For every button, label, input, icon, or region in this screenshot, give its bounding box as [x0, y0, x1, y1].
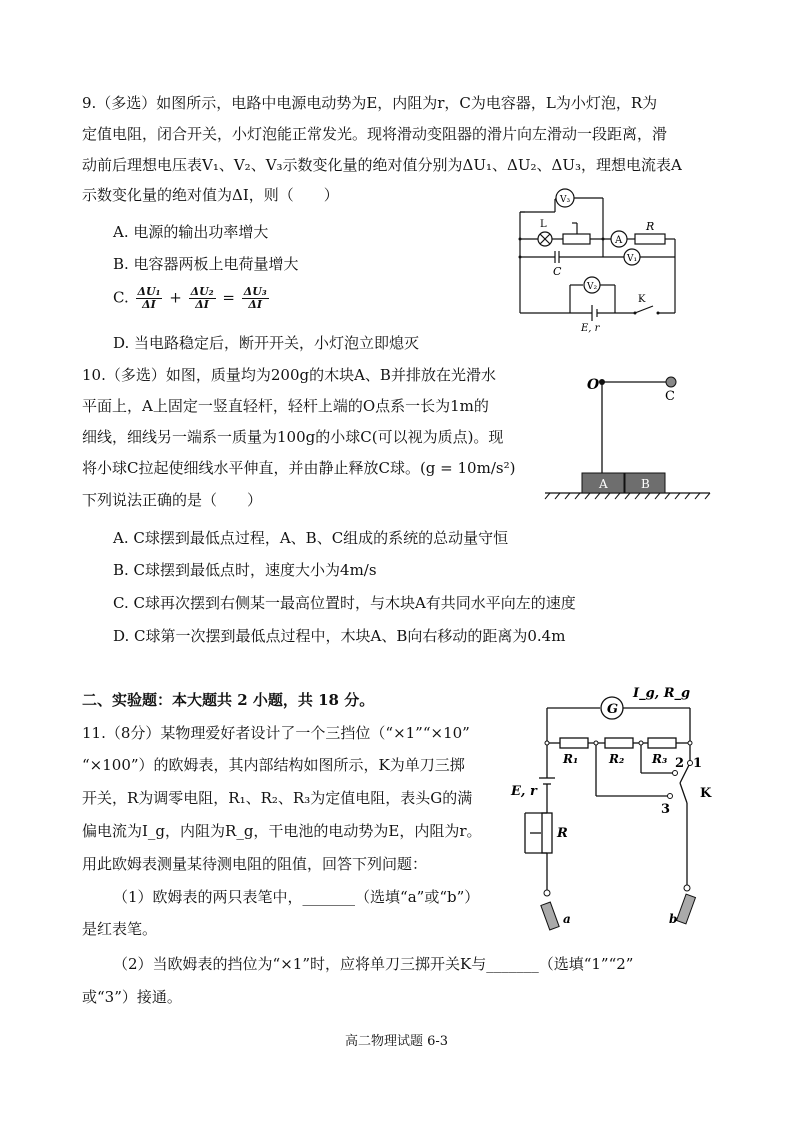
q10-fig-b-label: B [641, 477, 650, 491]
q11-line-5: 用此欧姆表测量某待测电阻的阻值，回答下列问题： [82, 855, 428, 873]
q9-option-c-prefix: C. [113, 288, 129, 307]
q10-line-2: 平面上，A上固定一竖直轻杆，轻杆上端的O点系一长为1m的 [82, 397, 489, 415]
q11-sub2-line-1: （2）当欧姆表的挡位为“×1”时，应将单刀三掷开关K与_______（选填“1”“2” [113, 955, 634, 973]
q10-line-3: 细线，细线另一端系一质量为100g的小球C(可以视为质点)。现 [82, 428, 504, 446]
fraction-2-num: ΔU₂ [190, 285, 214, 298]
q11-fig-r-label: R [557, 826, 568, 841]
q9-fig-v3-label: V₃ [560, 195, 571, 205]
q10-fig-c-label: C [665, 389, 675, 404]
q10-line-4: 将小球C拉起使细线水平伸直，并由静止释放C球。(g = 10m/s²) [82, 459, 516, 477]
q11-line-3: 开关，R为调零电阻，R₁、R₂、R₃为定值电阻，表头G的满 [82, 789, 473, 807]
q11-fig-r1-label: R₁ [563, 752, 579, 766]
q9-line-1: 9.（多选）如图所示，电路中电源电动势为E，内阻为r，C为电容器，L为小灯泡，R为 [82, 94, 658, 112]
q11-line-2: “×100”）的欧姆表，其内部结构如图所示，K为单刀三掷 [82, 756, 465, 774]
q11-line-4: 偏电流为I_g，内阻为R_g，干电池的电动势为E，内阻为r。 [82, 822, 482, 840]
q10-fig-a-label: A [599, 477, 608, 491]
q10-option-b: B. C球摆到最低点时，速度大小为4m/s [113, 561, 377, 579]
fraction-1 [136, 286, 163, 311]
q9-fig-resistor-label: R [646, 220, 655, 233]
q9-line-4: 示数变化量的绝对值为ΔI，则（ ） [82, 186, 339, 204]
q11-sub2-line-2: 或“3”）接通。 [82, 988, 182, 1006]
q10-line-1: 10.（多选）如图，质量均为200g的木块A、B并排放在光滑水 [82, 366, 496, 384]
q10-fig-o-label: O [587, 377, 600, 393]
q11-line-1: 11.（8分）某物理爱好者设计了一个三挡位（“×1”“×10” [82, 724, 470, 742]
q9-fig-source-label: E, r [581, 323, 600, 334]
q11-fig-g-label: G [607, 702, 619, 717]
q9-line-2: 定值电阻，闭合开关，小灯泡能正常发光。现将滑动变阻器的滑片向左滑动一段距离，滑 [82, 125, 668, 143]
fraction-3-den: ΔI [248, 298, 262, 311]
fraction-2 [189, 286, 216, 311]
q9-fig-switch-label: K [638, 294, 646, 305]
q11-ohmmeter-diagram [505, 683, 725, 938]
q11-fig-er-label: E, r [511, 784, 537, 799]
fraction-3 [242, 286, 269, 311]
q10-option-a: A. C球摆到最低点过程，A、B、C组成的系统的总动量守恒 [113, 529, 509, 547]
plus-sign: + [169, 288, 182, 307]
q9-option-a: A. 电源的输出功率增大 [113, 223, 269, 241]
equals-sign: = [222, 288, 235, 307]
q11-sub1-line-1: （1）欧姆表的两只表笔中，_______（选填“a”或“b”） [113, 888, 480, 906]
q11-fig-b-label: b [669, 912, 678, 926]
q11-fig-ig-rg-label: I_g, R_g [633, 686, 691, 701]
q10-option-c: C. C球再次摆到右侧某一最高位置时，与木块A有共同水平向左的速度 [113, 594, 576, 612]
fraction-1-num: ΔU₁ [137, 285, 161, 298]
q9-option-b: B. 电容器两板上电荷量增大 [113, 255, 299, 273]
q11-fig-3-label: 3 [661, 802, 671, 817]
section-2-title: 二、实验题：本大题共 2 小题，共 18 分。 [82, 691, 375, 709]
fraction-1-den: ΔI [142, 298, 156, 311]
q11-fig-r2-label: R₂ [609, 752, 625, 766]
q9-line-3: 动前后理想电压表V₁、V₂、V₃示数变化量的绝对值分别为ΔU₁、ΔU₂、ΔU₃，理想电流表A [82, 156, 682, 174]
page-footer: 高二物理试题 6-3 [344, 1034, 449, 1049]
q9-fig-v2-label: V₂ [587, 282, 598, 292]
q9-fig-lamp-label: L [540, 219, 547, 230]
q10-line-5: 下列说法正确的是（ ） [82, 491, 263, 509]
q9-fig-ammeter-label: A [615, 235, 623, 246]
q11-sub1-line-2: 是红表笔。 [82, 920, 158, 938]
q9-option-c [113, 286, 271, 311]
q11-fig-2-label: 2 [675, 756, 685, 771]
q10-pendulum-diagram [540, 365, 715, 505]
q9-option-d: D. 当电路稳定后，断开开关，小灯泡立即熄灭 [113, 334, 420, 352]
q11-fig-a-label: a [563, 912, 571, 926]
fraction-2-den: ΔI [195, 298, 209, 311]
q10-option-d: D. C球第一次摆到最低点过程中，木块A、B向右移动的距离为0.4m [113, 627, 566, 645]
q9-fig-capacitor-label: C [553, 265, 562, 278]
q11-fig-r3-label: R₃ [652, 752, 668, 766]
q9-circuit-diagram [515, 185, 690, 335]
fraction-3-num: ΔU₃ [243, 285, 267, 298]
q11-fig-1-label: 1 [693, 756, 703, 771]
q9-fig-v1-label: V₁ [627, 254, 638, 264]
q11-fig-k-label: K [700, 786, 712, 801]
